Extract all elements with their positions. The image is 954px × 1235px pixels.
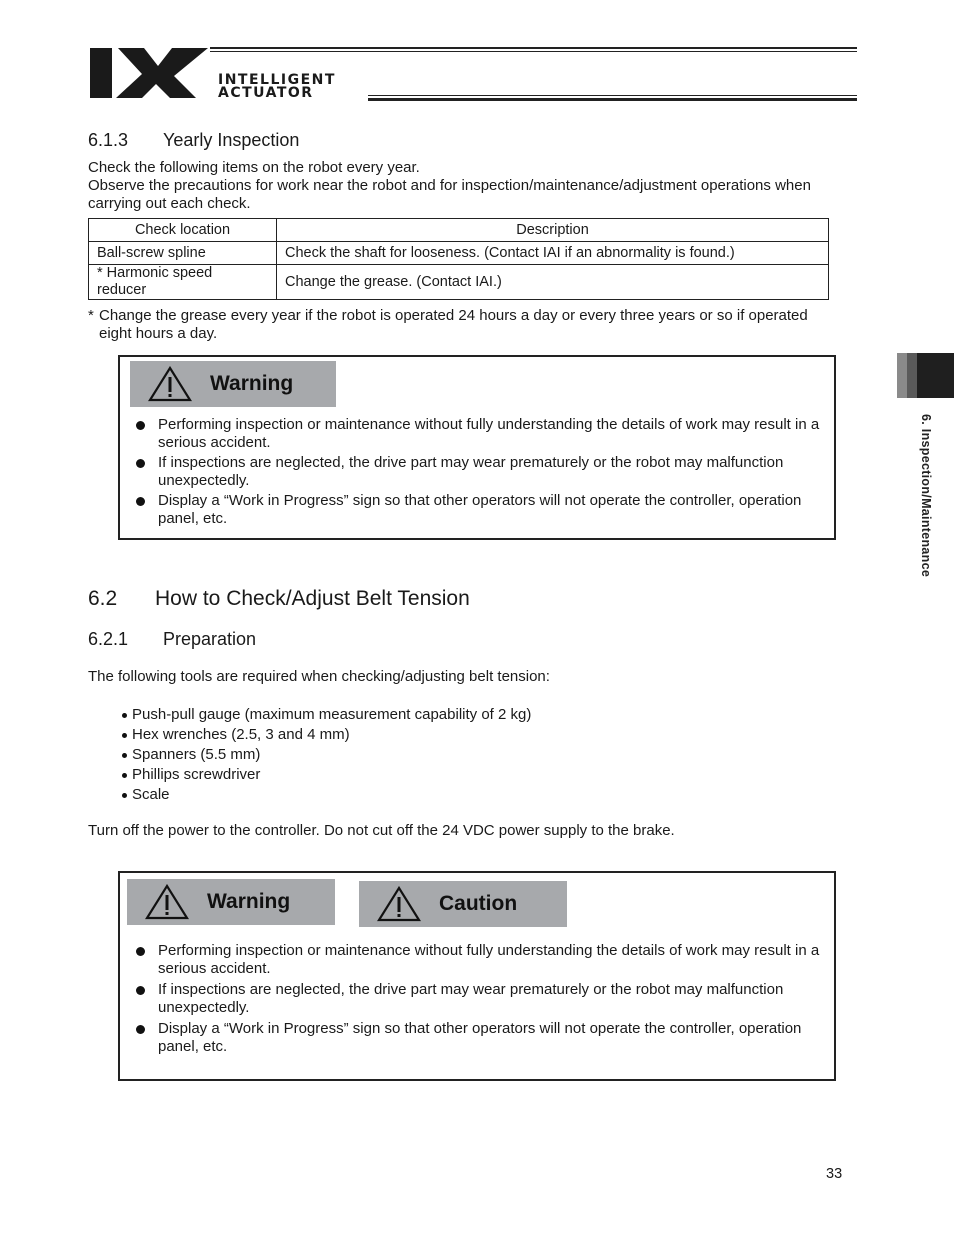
table-cell: Check the shaft for looseness. (Contact IAI if an abnormality is found.)	[277, 242, 829, 265]
chapter-tab	[897, 353, 954, 398]
list-item	[128, 1020, 828, 1056]
warning-label	[130, 361, 336, 407]
warning-list	[128, 942, 828, 1058]
tools-list	[121, 705, 531, 805]
warning-label	[127, 879, 335, 925]
heading-6-2-1	[88, 629, 256, 650]
logo-wordmark	[218, 74, 336, 100]
bullet-icon	[136, 986, 145, 995]
list-item	[128, 492, 828, 528]
bullet-icon	[122, 753, 127, 758]
table-header-row	[89, 219, 829, 242]
list-item-text: If inspections are neglected, the drive part may wear prematurely or the robot may malfunction unexpectedly.	[158, 981, 784, 1016]
table-header-cell: Description	[277, 219, 829, 242]
ix-logo	[90, 46, 208, 100]
warning-triangle-icon	[145, 884, 189, 920]
heading-title: How to Check/Adjust Belt Tension	[155, 587, 470, 610]
bullet-icon	[122, 713, 127, 718]
bullet-icon	[136, 421, 145, 430]
bullet-icon	[122, 773, 127, 778]
warning-label-text: Warning	[210, 372, 294, 395]
list-item-text: Push-pull gauge (maximum measurement capability of 2 kg)	[132, 706, 532, 723]
table-row	[89, 242, 829, 265]
grease-note	[88, 307, 843, 343]
heading-title: Yearly Inspection	[163, 130, 300, 150]
list-item	[128, 981, 828, 1017]
list-item	[128, 942, 828, 978]
logo-line-2: ACTUATOR	[218, 85, 314, 101]
svg-text:IX: IX	[90, 46, 91, 47]
bullet-icon	[136, 947, 145, 956]
warning-triangle-icon	[148, 366, 192, 402]
list-item	[121, 765, 531, 785]
bullet-icon	[136, 459, 145, 468]
heading-number: 6.2.1	[88, 629, 129, 649]
heading-6-2	[88, 587, 470, 611]
header-rule-bottom	[368, 95, 857, 101]
bullet-icon	[122, 733, 127, 738]
intro-line-2: Observe the precautions for work near the robot and for inspection/maintenance/adjustment operations when carrying out each check.	[88, 177, 811, 212]
warning-box	[118, 355, 836, 540]
bullet-icon	[136, 497, 145, 506]
list-item-text: Display a “Work in Progress” sign so that other operators will not operate the controller, operation panel, etc.	[158, 492, 802, 527]
warning-label-text: Warning	[207, 890, 291, 913]
caution-label	[359, 881, 567, 927]
list-item-text: Scale	[132, 786, 170, 803]
caution-label-text: Caution	[439, 892, 518, 915]
list-item	[121, 725, 531, 745]
intro-line-1: Check the following items on the robot every year.	[88, 159, 420, 176]
heading-number: 6.1.3	[88, 130, 129, 150]
table-cell: * Harmonic speed reducer	[89, 265, 277, 300]
note-text: Change the grease every year if the robot is operated 24 hours a day or every three years or so if operated eight hours a day.	[99, 307, 808, 342]
header-rule-top	[210, 47, 857, 52]
power-note: Turn off the power to the controller. Do not cut off the 24 VDC power supply to the brake.	[88, 822, 675, 839]
list-item-text: If inspections are neglected, the drive part may wear prematurely or the robot may malfunction unexpectedly.	[158, 454, 784, 489]
note-asterisk: *	[88, 307, 94, 324]
table-header-cell: Check location	[89, 219, 277, 242]
list-item	[121, 785, 531, 805]
page-number: 33	[826, 1166, 843, 1182]
list-item	[128, 454, 828, 490]
tools-intro: The following tools are required when checking/adjusting belt tension:	[88, 668, 550, 685]
heading-number: 6.2	[88, 587, 118, 610]
list-item	[121, 705, 531, 725]
list-item	[128, 416, 828, 452]
list-item-text: Spanners (5.5 mm)	[132, 746, 261, 763]
list-item-text: Hex wrenches (2.5, 3 and 4 mm)	[132, 726, 350, 743]
list-item-text: Performing inspection or maintenance without fully understanding the details of work may result in a serious accident.	[158, 942, 820, 977]
warning-caution-box	[118, 871, 836, 1081]
heading-title: Preparation	[163, 629, 257, 649]
bullet-icon	[122, 793, 127, 798]
list-item	[121, 745, 531, 765]
table-cell: Ball-screw spline	[89, 242, 277, 265]
warning-list	[128, 416, 828, 530]
list-item-text: Performing inspection or maintenance without fully understanding the details of work may result in a serious accident.	[158, 416, 820, 451]
chapter-tab-label: 6. Inspection/Maintenance	[919, 414, 933, 578]
heading-6-1-3	[88, 130, 299, 151]
bullet-icon	[136, 1025, 145, 1034]
list-item-text: Phillips screwdriver	[132, 766, 261, 783]
logo-line-1: INTELLIGENT	[218, 72, 336, 88]
caution-triangle-icon	[377, 886, 421, 922]
inspection-table	[88, 218, 829, 300]
list-item-text: Display a “Work in Progress” sign so that other operators will not operate the controller, operation panel, etc.	[158, 1020, 802, 1055]
intro-text	[88, 159, 848, 213]
table-cell: Change the grease. (Contact IAI.)	[277, 265, 829, 300]
table-row	[89, 265, 829, 300]
